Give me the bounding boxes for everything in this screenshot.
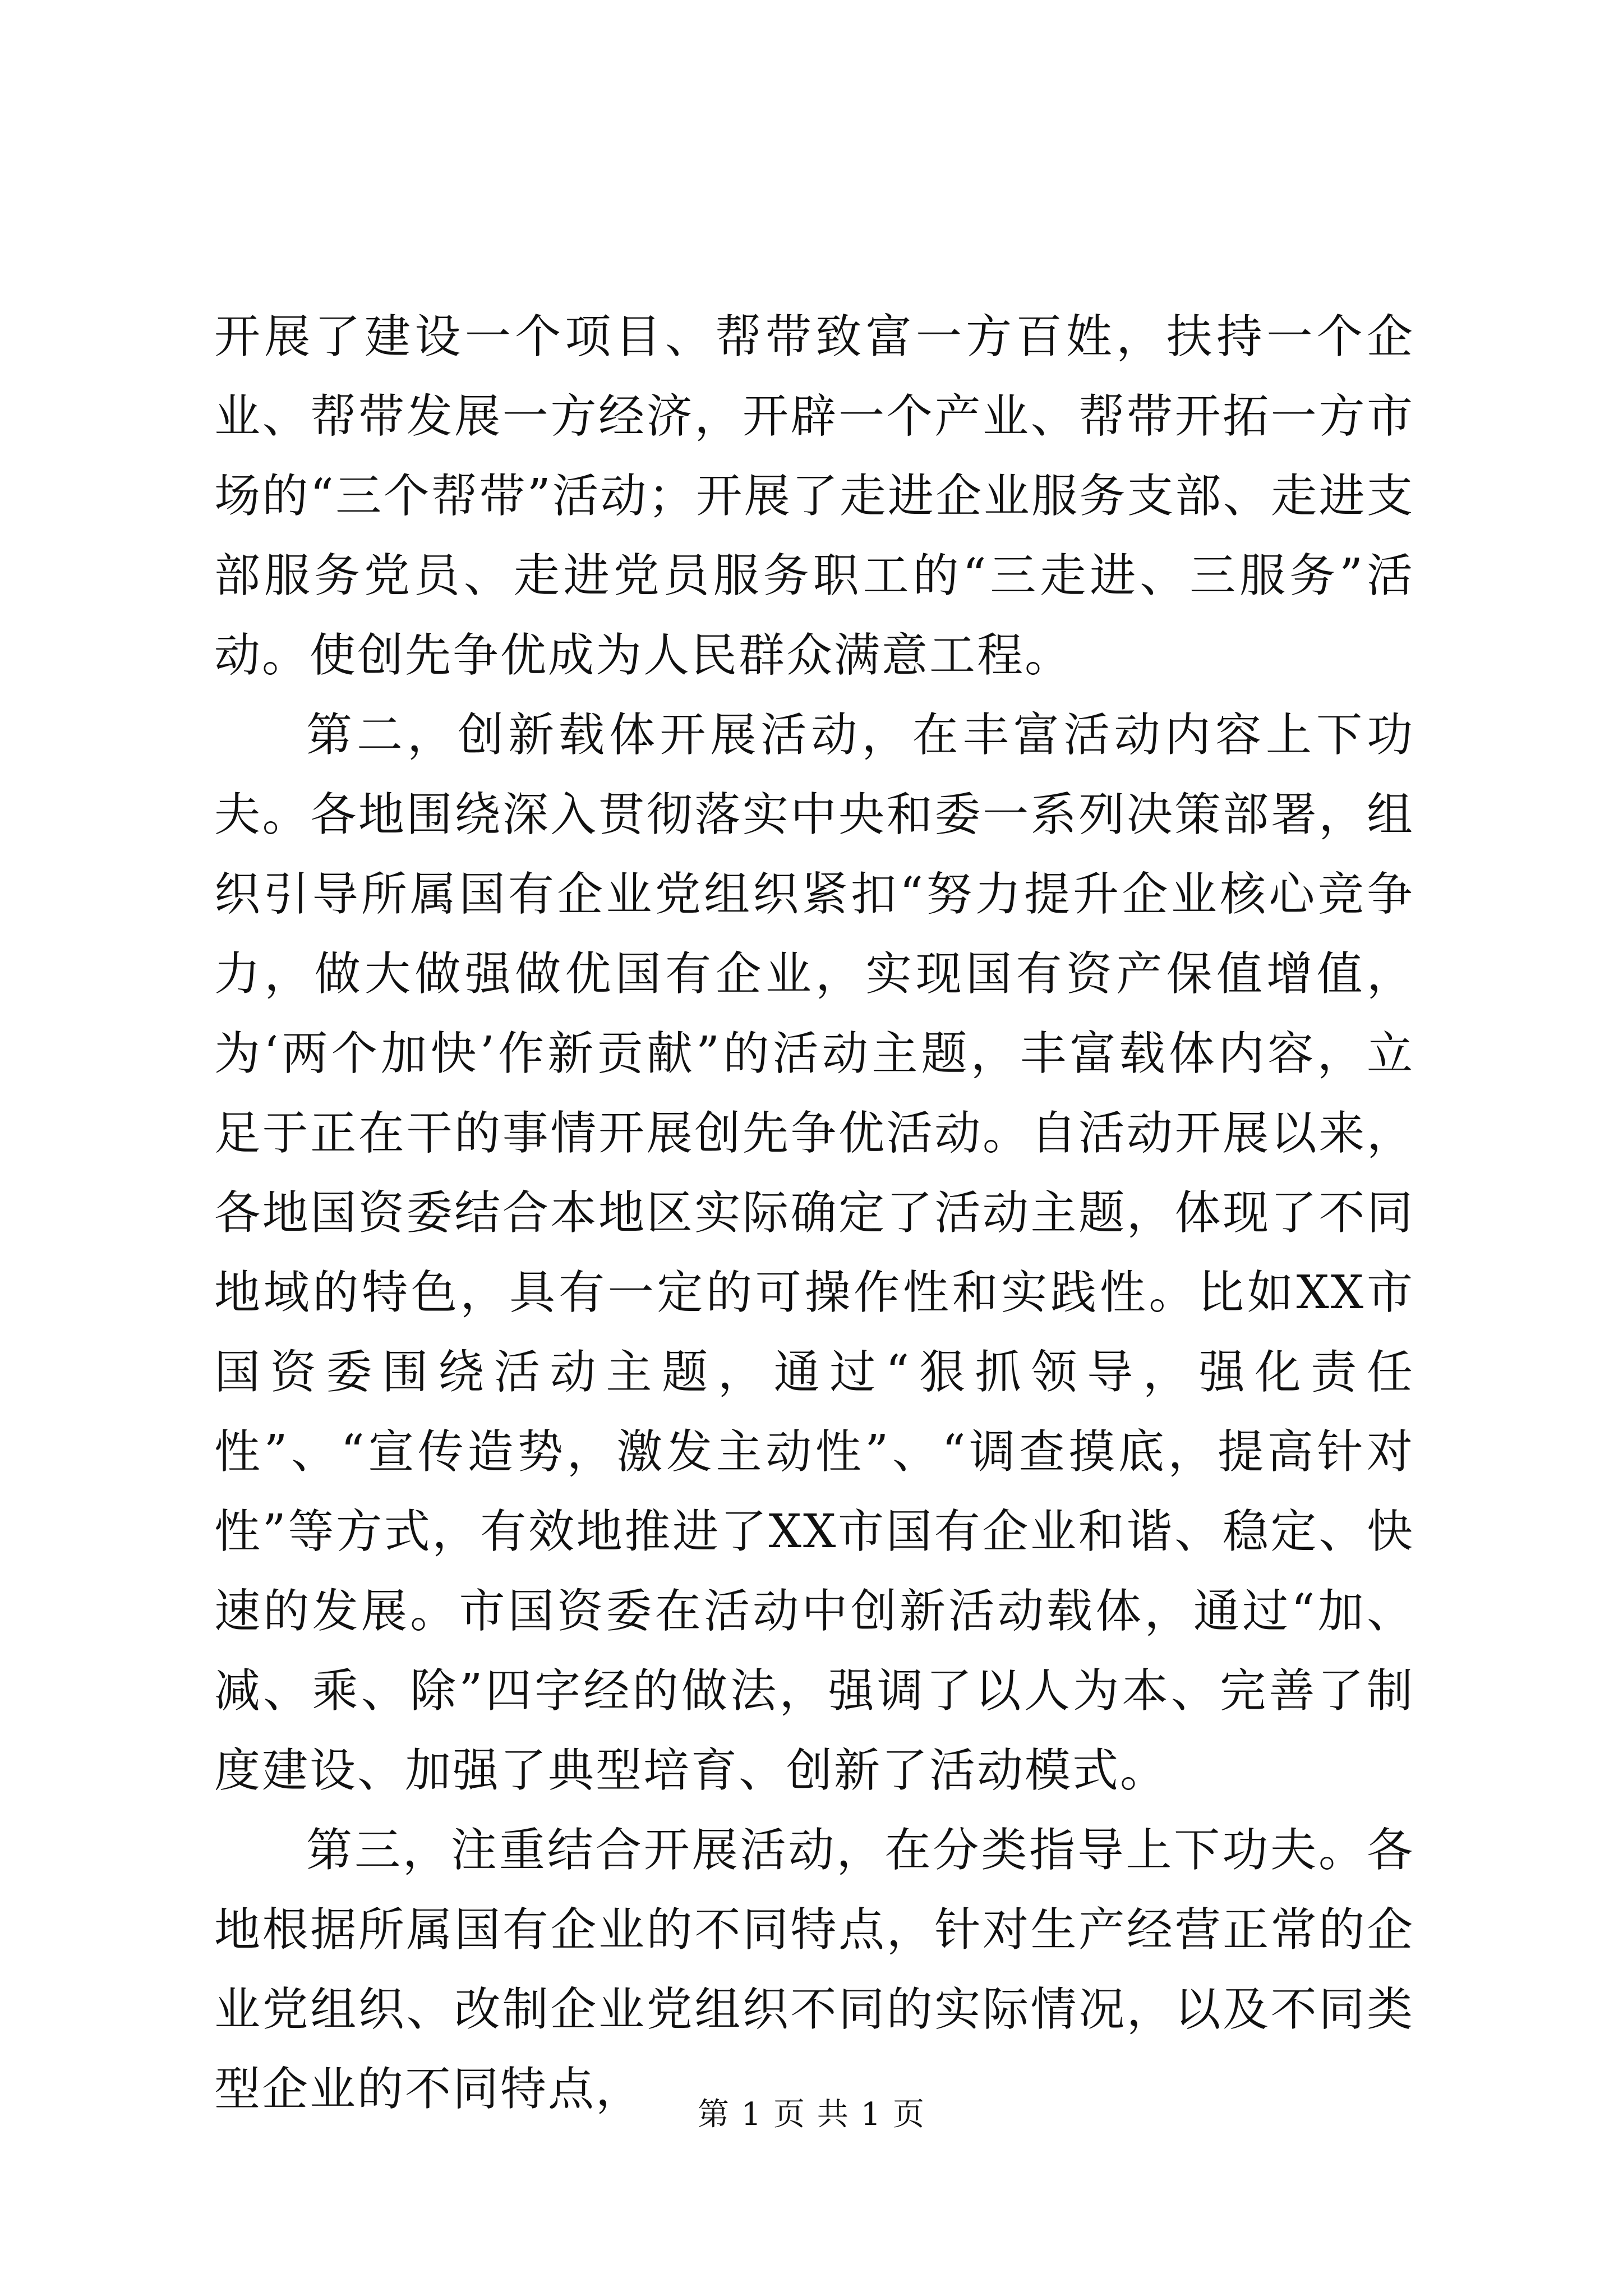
paragraph-2: 第二，创新载体开展活动，在丰富活动内容上下功夫。各地围绕深入贯彻落实中央和委一系列决策部署，组织引导所属国有企业党组织紧扣“努力提升企业核心竞争力，做大做强做优国有企业，实现国有资产保值增值，为‘两个加快’作新贡献”的活动主题，丰富载体内容，立足于正在干的事情开展创先争优活动。自活动开展以来，各地国资委结合本地区实际确定了活动主题，体现了不同地域的特色，具有一定的可操作性和实践性。比如XX市国资委围绕活动主题，通过“狠抓领导，强化责任性”、“宣传造势，激发主动性”、“调查摸底，提高针对性”等方式，有效地推进了XX市国有企业和谐、稳定、快速的发展。市国资委在活动中创新活动载体，通过“加、减、乘、除”四字经的做法，强调了以人为本、完善了制度建设、加强了典型培育、创新了活动模式。: [214, 708, 1414, 1797]
page-footer: 第 1 页 共 1 页: [697, 2096, 926, 2133]
paragraph-3: 第三，注重结合开展活动，在分类指导上下功夫。各地根据所属国有企业的不同特点，针对生产经营正常的企业党组织、改制企业党组织不同的实际情况，以及不同类型企业的不同特点，: [214, 1824, 1414, 2116]
paragraph-1: 开展了建设一个项目、帮带致富一方百姓，扶持一个企业、帮带发展一方经济，开辟一个产业、帮带开拓一方市场的“三个帮带”活动；开展了走进企业服务支部、走进支部服务党员、走进党员服务职工的“三走进、三服务”活动。使创先争优成为人民群众满意工程。: [214, 310, 1414, 682]
document-body: [214, 297, 1414, 2129]
